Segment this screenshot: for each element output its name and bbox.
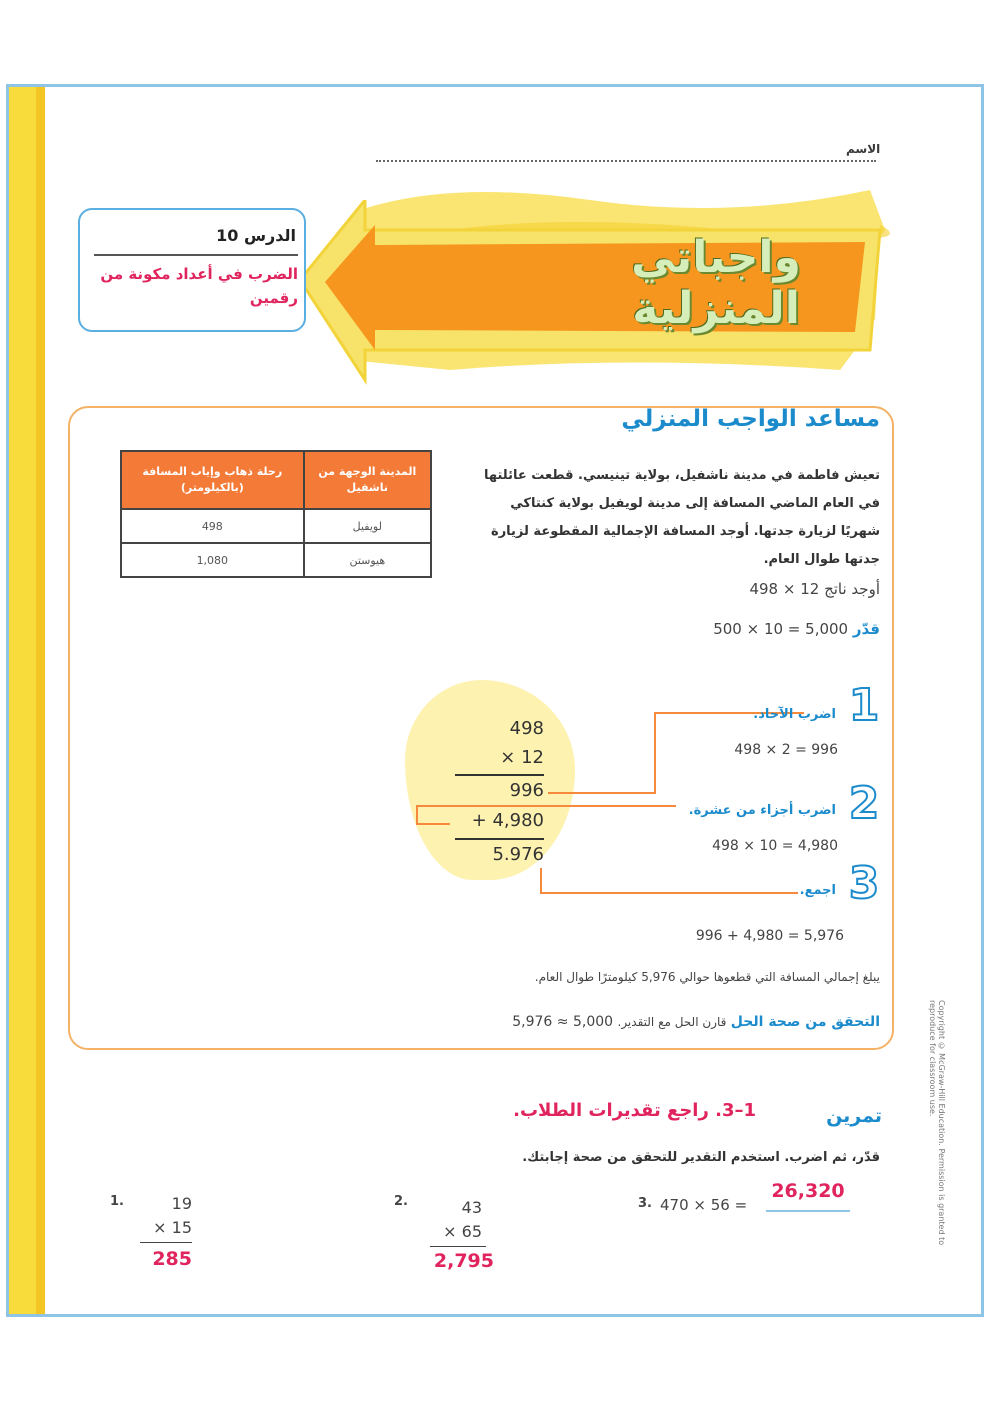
exercise-1-line [140,1242,192,1243]
estimate-expression: 500 × 10 = 5,000 [713,620,849,638]
table-cell-city: هيوستن [304,543,431,577]
find-line [640,580,880,598]
practice-answer-note: 1–3. راجع تقديرات الطلاب. [513,1100,756,1121]
table-cell-city: لويفيل [304,509,431,543]
distance-table [120,450,432,578]
title-arrow [290,200,890,390]
check-label: التحقق من صحة الحل [730,1014,880,1030]
step-1-text: اضرب الآحاد. [753,707,836,722]
lesson-topic: الضرب في أعداد مكونة من رقمين [100,265,298,307]
check-text: قارن الحل مع التقدير. [617,1015,727,1029]
exercise-2-top: 43 [461,1198,482,1217]
connector-step1-vert [654,712,656,794]
mul-top: 498 [509,718,544,739]
word-problem: تعيش فاطمة في مدينة ناشفيل، بولاية تينيسي. قطعت عائلتها في العام الماضي المسافة إلى مدينة لويفيل بولاية كنتاكي شهريًا لزيارة جدتها. أوجد المسافة الإجمالية المقطوعة لزيارة جدتها طوال العام. [484,468,880,567]
step-3-number: 3 [848,858,880,909]
exercise-1-top: 19 [171,1194,192,1213]
connector-step2 [416,805,676,807]
mul-line [455,838,544,840]
exercise-2-answer[interactable]: 2,795 [433,1250,494,1272]
summary-text: يبلغ إجمالي المسافة التي قطعوها حوالي 5,976 كيلومترًا طوال العام. [534,970,880,984]
step-2-equation: 498 × 10 = 4,980 [712,838,838,854]
estimate-label: قدّر [852,620,880,638]
mul-partial-1: 996 [509,780,544,801]
step-2-number: 2 [848,778,880,829]
practice-title: تمرين [826,1105,882,1127]
exercise-1-answer[interactable]: 285 [152,1248,192,1270]
left-yellow-strip-accent [36,87,45,1314]
step-1-number: 1 [848,680,880,731]
step-3-equation: 996 + 4,980 = 5,976 [695,928,844,944]
table-row [121,509,431,543]
copyright-note: Copyright © McGraw-Hill Education. Permission is granted to reproduce for classroom use. [928,1000,946,1246]
table-cell-distance: 1,080 [121,543,304,577]
step-2-text: اضرب أجزاء من عشرة. [688,803,836,818]
exercise-3-label: 3. [638,1196,652,1211]
connector-step2-vert [416,805,418,825]
step-1-equation: 498 × 2 = 996 [734,742,838,758]
exercise-3-answer[interactable]: 26,320 [771,1180,845,1202]
table-header-distance: رحلة ذهاب وإياب المسافة (بالكيلومتر) [121,451,304,509]
table-row [121,543,431,577]
exercise-3-answer-line [766,1210,850,1212]
mul-factor: × 12 [500,747,544,768]
exercise-2-line [430,1246,486,1247]
connector-step1 [548,792,654,794]
homework-helper-title: مساعد الواجب المنزلي [621,406,880,432]
estimate-line [640,620,880,638]
lesson-number: الدرس 10 [216,226,296,245]
mul-result: 5.976 [492,844,544,865]
lesson-divider [94,254,298,256]
practice-instruction: قدّر، ثم اضرب. استخدم التقدير للتحقق من صحة إجابتك. [522,1150,880,1165]
check-line [380,1014,880,1030]
mul-line [455,774,544,776]
exercise-3-expression: 470 × 56 = [660,1196,748,1214]
table-header-city: المدينة الوجهة من ناشفيل [304,451,431,509]
exercise-2-factor: × 65 [443,1222,482,1241]
name-line[interactable] [376,160,876,162]
exercise-2-label: 2. [394,1194,408,1209]
find-expression: 498 × 12 [749,580,820,598]
exercise-1-label: 1. [110,1194,124,1209]
mul-partial-2: + 4,980 [471,810,544,831]
name-label: الاسم [846,142,881,156]
step-3-text: اجمع. [799,883,836,898]
exercise-1-factor: × 15 [153,1218,192,1237]
check-expression: 5,976 ≈ 5,000 [512,1014,614,1030]
connector-step3-vert [540,868,542,894]
connector-step2-bottom [416,823,450,825]
table-cell-distance: 498 [121,509,304,543]
find-label: أوجد ناتج [824,580,880,598]
page-title: واجباتي المنزلية [631,232,801,334]
